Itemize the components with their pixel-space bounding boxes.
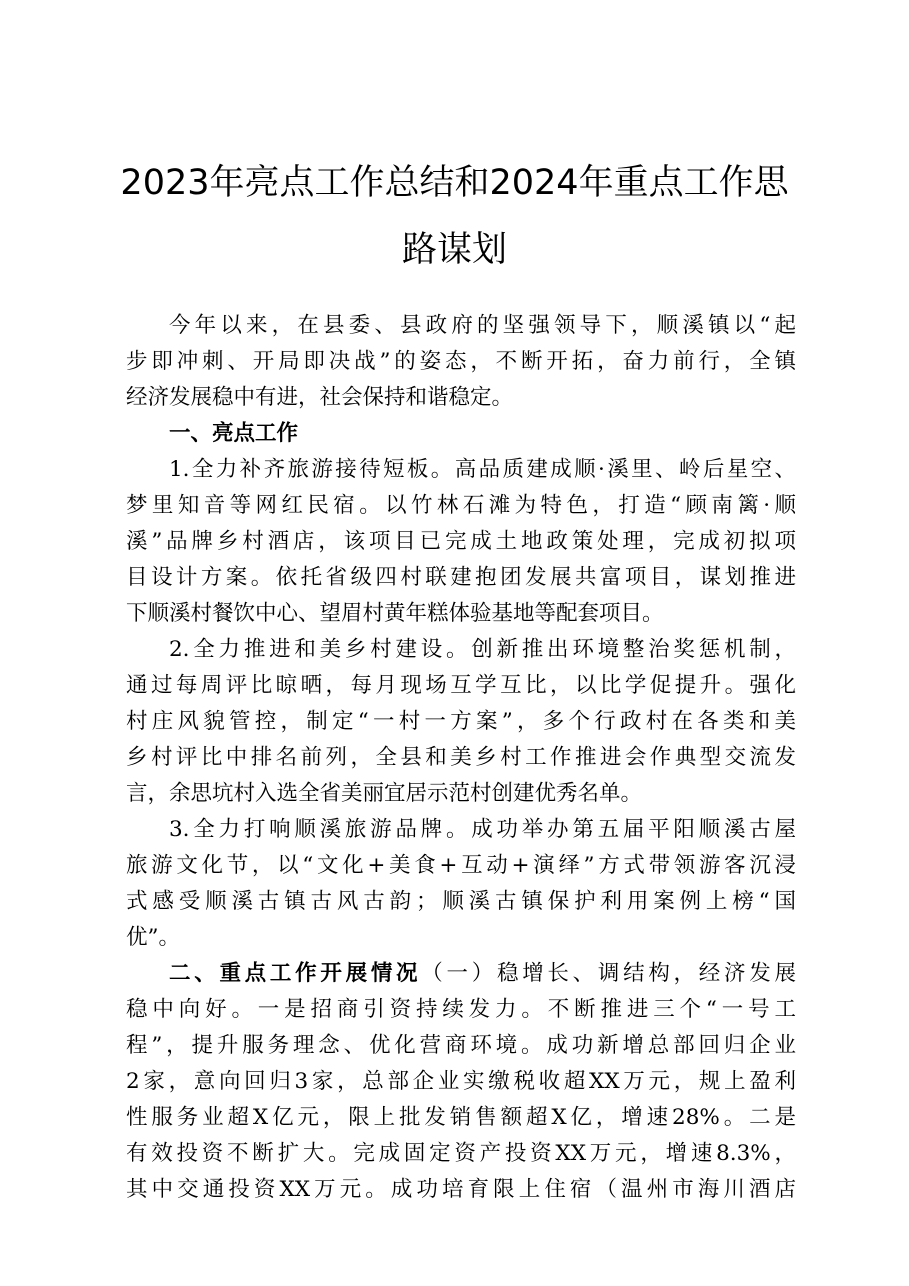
section2-first-line-rest: （一）稳增长、调结构，经济发展 xyxy=(421,961,796,986)
item3-paragraph xyxy=(126,812,796,956)
text-line: 溪”品牌乡村酒店，该项目已完成土地政策处理，完成初拟项 xyxy=(126,529,796,554)
document-title-line1: 2023年亮点工作总结和2024年重点工作思 xyxy=(120,163,789,203)
text-line: 村庄风貌管控，制定“一村一方案”，多个行政村在各类和美 xyxy=(126,709,796,734)
text-line: 3.全力打响顺溪旅游品牌。成功举办第五届平阳顺溪古屋 xyxy=(169,817,796,842)
text-line: 有效投资不断扩大。完成固定资产投资XX万元，增速8.3%， xyxy=(126,1141,796,1166)
text-line: 下顺溪村餐饮中心、望眉村黄年糕体验基地等配套项目。 xyxy=(126,601,664,626)
section-heading xyxy=(126,416,796,452)
text-line: 稳中向好。一是招商引资持续发力。不断推进三个“一号工 xyxy=(126,997,796,1022)
text-line: 优”。 xyxy=(126,925,180,950)
text-line xyxy=(126,956,796,992)
document-title-line2: 路谋划 xyxy=(401,230,507,270)
text-line: 式感受顺溪古镇古风古韵；顺溪古镇保护利用案例上榜“国 xyxy=(126,889,796,914)
text-line: 目设计方案。依托省级四村联建抱团发展共富项目，谋划推进 xyxy=(126,565,796,590)
item1-paragraph xyxy=(126,452,796,632)
text-line: 梦里知音等网红民宿。以竹林石滩为特色，打造“顾南篱·顺 xyxy=(126,493,796,518)
item2-paragraph xyxy=(126,632,796,812)
text-line: 乡村评比中排名前列，全县和美乡村工作推进会作典型交流发 xyxy=(126,745,796,770)
text-line: 经济发展稳中有进，社会保持和谐稳定。 xyxy=(126,385,514,410)
text-line: 今年以来，在县委、县政府的坚强领导下，顺溪镇以“起 xyxy=(169,313,796,338)
text-line: 程”，提升服务理念、优化营商环境。成功新增总部回归企业 xyxy=(126,1033,796,1058)
section2-heading: 二、重点工作开展情况 xyxy=(169,961,422,986)
section2-paragraph xyxy=(126,956,796,1208)
text-line: 1.全力补齐旅游接待短板。高品质建成顺·溪里、岭后星空、 xyxy=(169,457,796,482)
section1-heading: 一、亮点工作 xyxy=(169,421,299,446)
text-line: 2家，意向回归3家，总部企业实缴税收超XX万元，规上盈利 xyxy=(126,1069,796,1094)
intro-paragraph xyxy=(126,308,796,416)
text-line: 2.全力推进和美乡村建设。创新推出环境整治奖惩机制， xyxy=(169,637,796,662)
text-line: 性服务业超X亿元，限上批发销售额超X亿，增速28%。二是 xyxy=(126,1105,796,1130)
document-body xyxy=(126,308,796,1208)
text-line: 言，余思坑村入选全省美丽宜居示范村创建优秀名单。 xyxy=(126,781,643,806)
text-line: 其中交通投资XX万元。成功培育限上住宿（温州市海川酒店 xyxy=(126,1177,796,1202)
text-line: 通过每周评比晾晒，每月现场互学互比，以比学促提升。强化 xyxy=(126,673,796,698)
text-line: 旅游文化节，以“文化+美食+互动+演绎”方式带领游客沉浸 xyxy=(126,853,796,878)
text-line: 步即冲刺、开局即决战”的姿态，不断开拓，奋力前行，全镇 xyxy=(126,349,796,374)
